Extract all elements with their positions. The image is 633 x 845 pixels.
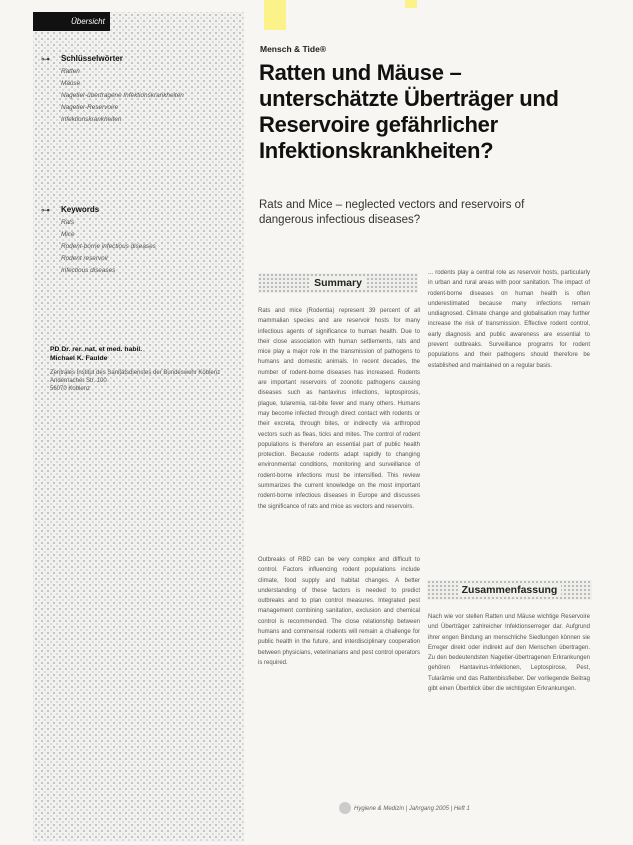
- zusammenfassung-text: Nach wie vor stellen Ratten und Mäuse wichtige Reservoire und Überträger zahlreicher Infektionserreger dar. Aufgrund ihrer engen Bindung an menschliche Siedlungen können sie Erreger direkt oder indirekt auf den Menschen übertragen. Zu den bedeutendsten Nagetier-übertragenen Erkrankungen gehören Hantavirus-Infektionen, Leptospirose, Pest, Tularämie und das Rattenbissfieber. Der vorliegende Beitrag gibt einen Überblick über die wichtigsten Erkrankungen.: [428, 614, 590, 693]
- keyword-item: Rodent reservoir: [61, 255, 109, 262]
- keyword-item: Rats: [61, 219, 75, 226]
- sidebar-tab: Übersicht: [33, 12, 110, 31]
- zusammenfassung-heading: Zusammenfassung: [458, 584, 562, 596]
- journal-logo-icon: [339, 802, 351, 814]
- keyword-item: Mäuse: [61, 80, 81, 87]
- sidebar: [33, 12, 244, 842]
- author-block: [50, 345, 240, 393]
- highlight-marker: [405, 0, 417, 8]
- page-footer: Hygiene & Medizin | Jahrgang 2005 | Heft 1: [354, 806, 470, 812]
- summary-text: Rats and mice (Rodentia) represent 39 percent of all mammalian species and are reservoir hosts for many infectious agents of significance to human health. Due to their close association with human settlements, rats and mice play a major role in the transmission of pathogens to humans and domestic animals. In recent decades, the number of rodent-borne diseases has increased. Rodents are important reservoirs of zoonotic pathogens causing diseases such as hantavirus infections, leptospirosis, plague, tularemia, rat-bite fever and many others. Humans may become infected through direct contact with rodents or their excreta, through bites, or indirectly via arthropod vectors such as fleas, ticks and mites. The control of rodent populations is therefore an essential part of public health protection. Because rodents adapt rapidly to changing environmental conditions, monitoring and surveillance of rodent-borne infections must be intensified. This review summarizes the current knowledge on the most important rodent-borne infectious diseases in Europe and discusses the significance of rats and mice as vectors and reservoirs.: [258, 308, 420, 510]
- keyword-item: Mice: [61, 231, 75, 238]
- keyword-item: Nagetier-übertragene Infektionskrankheiten: [61, 92, 184, 99]
- keywords-en-heading: Keywords: [61, 205, 100, 214]
- article-topic: Mensch & Tide®: [260, 44, 327, 54]
- author-name: Michael K. Faulde: [50, 355, 108, 362]
- summary-heading-box: [258, 273, 418, 293]
- article-title: Ratten und Mäuse – unterschätzte Überträger und Reservoire gefährlicher Infektionskrankheiten?: [259, 60, 559, 163]
- summary-heading: Summary: [310, 277, 366, 289]
- keywords-en-block: [41, 205, 231, 279]
- author-address: 56070 Koblenz: [50, 386, 91, 392]
- keyword-item: Rodent-borne infectious diseases: [61, 243, 156, 250]
- keywords-de-heading: Schlüsselwörter: [61, 54, 123, 63]
- author-address: Andernacher Str. 100: [50, 378, 107, 384]
- keyword-item: Infektionskrankheiten: [61, 116, 122, 123]
- author-name: PD Dr. rer. nat. et med. habil.: [50, 346, 143, 353]
- summary-text-continued: Outbreaks of RBD can be very complex and difficult to control. Factors influencing rodent populations include climate, food supply and habitat changes. A better understanding of these factors is needed to predict outbreaks and to plan control measures. Integrated pest management combining sanitation, exclusion and chemical control is recommended. The close relationship between humans and commensal rodents will remain a challenge for public health in the future, and interdisciplinary cooperation between physicians, veterinarians and pest control operators is required.: [258, 557, 420, 666]
- keyword-item: Nagetier-Reservoire: [61, 104, 119, 111]
- article-subtitle: Rats and Mice – neglected vectors and reservoirs of dangerous infectious diseases?: [259, 199, 525, 226]
- keyword-item: Ratten: [61, 68, 80, 75]
- keywords-de-block: [41, 54, 231, 128]
- right-column-text: ... rodents play a central role as reservoir hosts, particularly in urban and rural areas with poor sanitation. The impact of rodent-borne diseases on human health is often underestimated because many infections remain undiagnosed. Climate change and globalisation may further increase the risk of transmission. Effective rodent control, early diagnosis and public awareness are essential to prevent outbreaks. Surveillance programs for rodent populations and their pathogens should therefore be established and maintained on a regular basis.: [428, 270, 590, 369]
- author-address: Zentrales Institut des Sanitätsdienstes der Bundeswehr Koblenz: [50, 370, 221, 376]
- key-icon: ⊶: [41, 54, 50, 64]
- highlight-marker: [264, 0, 286, 30]
- key-icon: ⊶: [41, 205, 50, 215]
- keyword-item: Infectious diseases: [61, 267, 116, 274]
- zusammenfassung-heading-box: [427, 580, 592, 600]
